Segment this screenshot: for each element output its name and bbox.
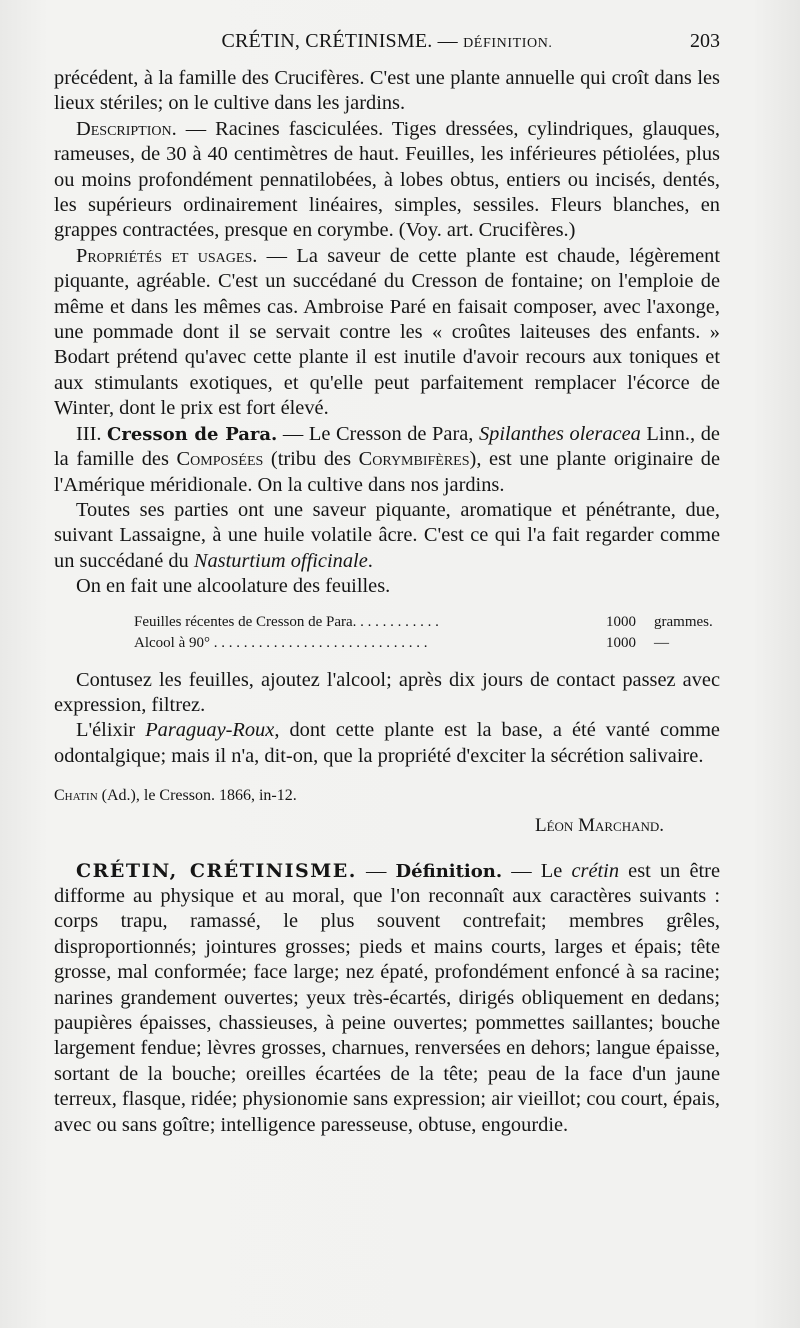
proprietes-text: La saveur de cette plante est chaude, légèrement piquante, agréable. C'est un succédané du Cresson de fontaine; on l'emploie de même et dans les mêmes cas. Ambroise Paré en faisait composer, avec l'axonge, une pommade dont il se servait contre les « croûtes laiteuses des enfants. » Bodart prétend qu'avec cette plante il est inutile d'avoir recours aux toniques et aux stimulants exotiques, et qu'elle peut parfaitement remplacer l'écorce de Winter, dont le prix est fort élevé. bbox=[54, 244, 720, 420]
paragraph-proprietes bbox=[54, 244, 720, 422]
running-title bbox=[54, 30, 720, 53]
defined-term: crétin bbox=[571, 859, 620, 882]
page-body bbox=[54, 66, 720, 1138]
section-heading: Cresson de Para. bbox=[107, 423, 278, 445]
nasturtium-name: Nasturtium officinale bbox=[193, 549, 368, 572]
section-number: III. bbox=[76, 422, 108, 445]
formula-row: Alcool à 90° . . . . . . . . . . . . . . . . . . . . . . . . . . . . . 1000 — bbox=[134, 634, 669, 651]
paragraph-contusez: Contusez les feuilles, ajoutez l'alcool; après dix jours de contact passez avec expression, filtrez. bbox=[54, 668, 720, 716]
scientific-name: Spilanthes oleracea bbox=[478, 422, 641, 445]
description-label: Description. — bbox=[76, 117, 216, 140]
description-text: Racines fasciculées. Tiges dressées, cylindriques, glauques, rameuses, de 30 à 40 centimètres de haut. Feuilles, les inférieures pétiolées, plus ou moins profondément pennatilobées, à lobes obtus, entiers ou incisés, dentés, les supérieurs ordinairement linéaires, simples, sessiles. Fleurs blanches, en grappes contractées, presque en corymbe. (Voy. art. Crucifères.) bbox=[54, 117, 720, 242]
running-header bbox=[54, 30, 720, 58]
running-title-sub: DÉFINITION. bbox=[463, 36, 553, 51]
proprietes-label: Propriétés et usages. — bbox=[76, 244, 297, 267]
article-heading: CRÉTIN, CRÉTINISME. bbox=[76, 859, 357, 882]
paragraph-toutes: Toutes ses parties ont une saveur piquante, aromatique et pénétrante, due, suivant Lassaigne, à une huile volatile âcre. C'est ce qui l'a fait regarder comme un succédané du Nasturtium officinale. bbox=[54, 498, 720, 572]
running-title-main: CRÉTIN, CRÉTINISME. — bbox=[221, 30, 464, 52]
paragraph-alcoolature: On en fait une alcoolature des feuilles. bbox=[76, 575, 391, 598]
page-number: 203 bbox=[690, 30, 720, 52]
paragraph-intro: précédent, à la famille des Crucifères. C'est une plante annuelle qui croît dans les lieux stériles; on le cultive dans les jardins. bbox=[54, 67, 720, 115]
author-signature: Léon Marchand. bbox=[535, 815, 664, 837]
family-name: Composées bbox=[176, 448, 264, 471]
bibliography: Chatin (Ad.), le Cresson. 1866, in-12. bbox=[54, 787, 297, 805]
paragraph-cretin: CRÉTIN, CRÉTINISME. — Définition. — Le crétin est un être difforme au physique et au moral, que l'on reconnaît aux caractères suivants : corps trapu, ramassé, le plus souvent contrefait; membres grêles, disproportionnés; jointures grosses; pieds et mains courts, larges et épais; tête grosse, mal conformée; face large; nez épaté, profondément enfoncé à sa racine; narines grandement ouvertes; yeux très-écartés, dirigés obliquement en dedans; paupières épaisses, chassieuses, à peine ouvertes; pommettes saillantes; bouche largement fendue; lèvres grosses, charnues, renversées en dehors; langue épaisse, sortant de la bouche; oreilles écartées de la tête; peau de la face d'un jaune terreux, flasque, ridée; physionomie sans expression; air vieillot; cou court, épais, avec ou sans goître; intelligence paresseuse, obtuse, engourdie. bbox=[54, 859, 721, 1136]
paragraph-description bbox=[54, 117, 720, 244]
paragraph-elixir: L'élixir Paraguay-Roux, dont cette plante est la base, a été vanté comme odontalgique; mais il n'a, dit-on, que la propriété d'exciter la sécrétion salivaire. bbox=[54, 719, 720, 767]
formula-row: Feuilles récentes de Cresson de Para. . . . . . . . . . . . 1000 grammes. bbox=[134, 613, 713, 630]
paragraph-cresson-para: III. Cresson de Para. — Le Cresson de Para, Spilanthes oleracea Linn., de la famille des Composées (tribu des Corymbifères), est une plante originaire de l'Amérique méridionale. On la cultive dans nos jardins. bbox=[54, 422, 720, 496]
article-subheading: Définition. bbox=[395, 860, 503, 882]
biblio-author: Chatin bbox=[54, 787, 98, 805]
tribe-name: Corymbifères bbox=[358, 448, 470, 471]
formula-table bbox=[54, 612, 720, 654]
elixir-name: Paraguay-Roux bbox=[145, 719, 275, 742]
